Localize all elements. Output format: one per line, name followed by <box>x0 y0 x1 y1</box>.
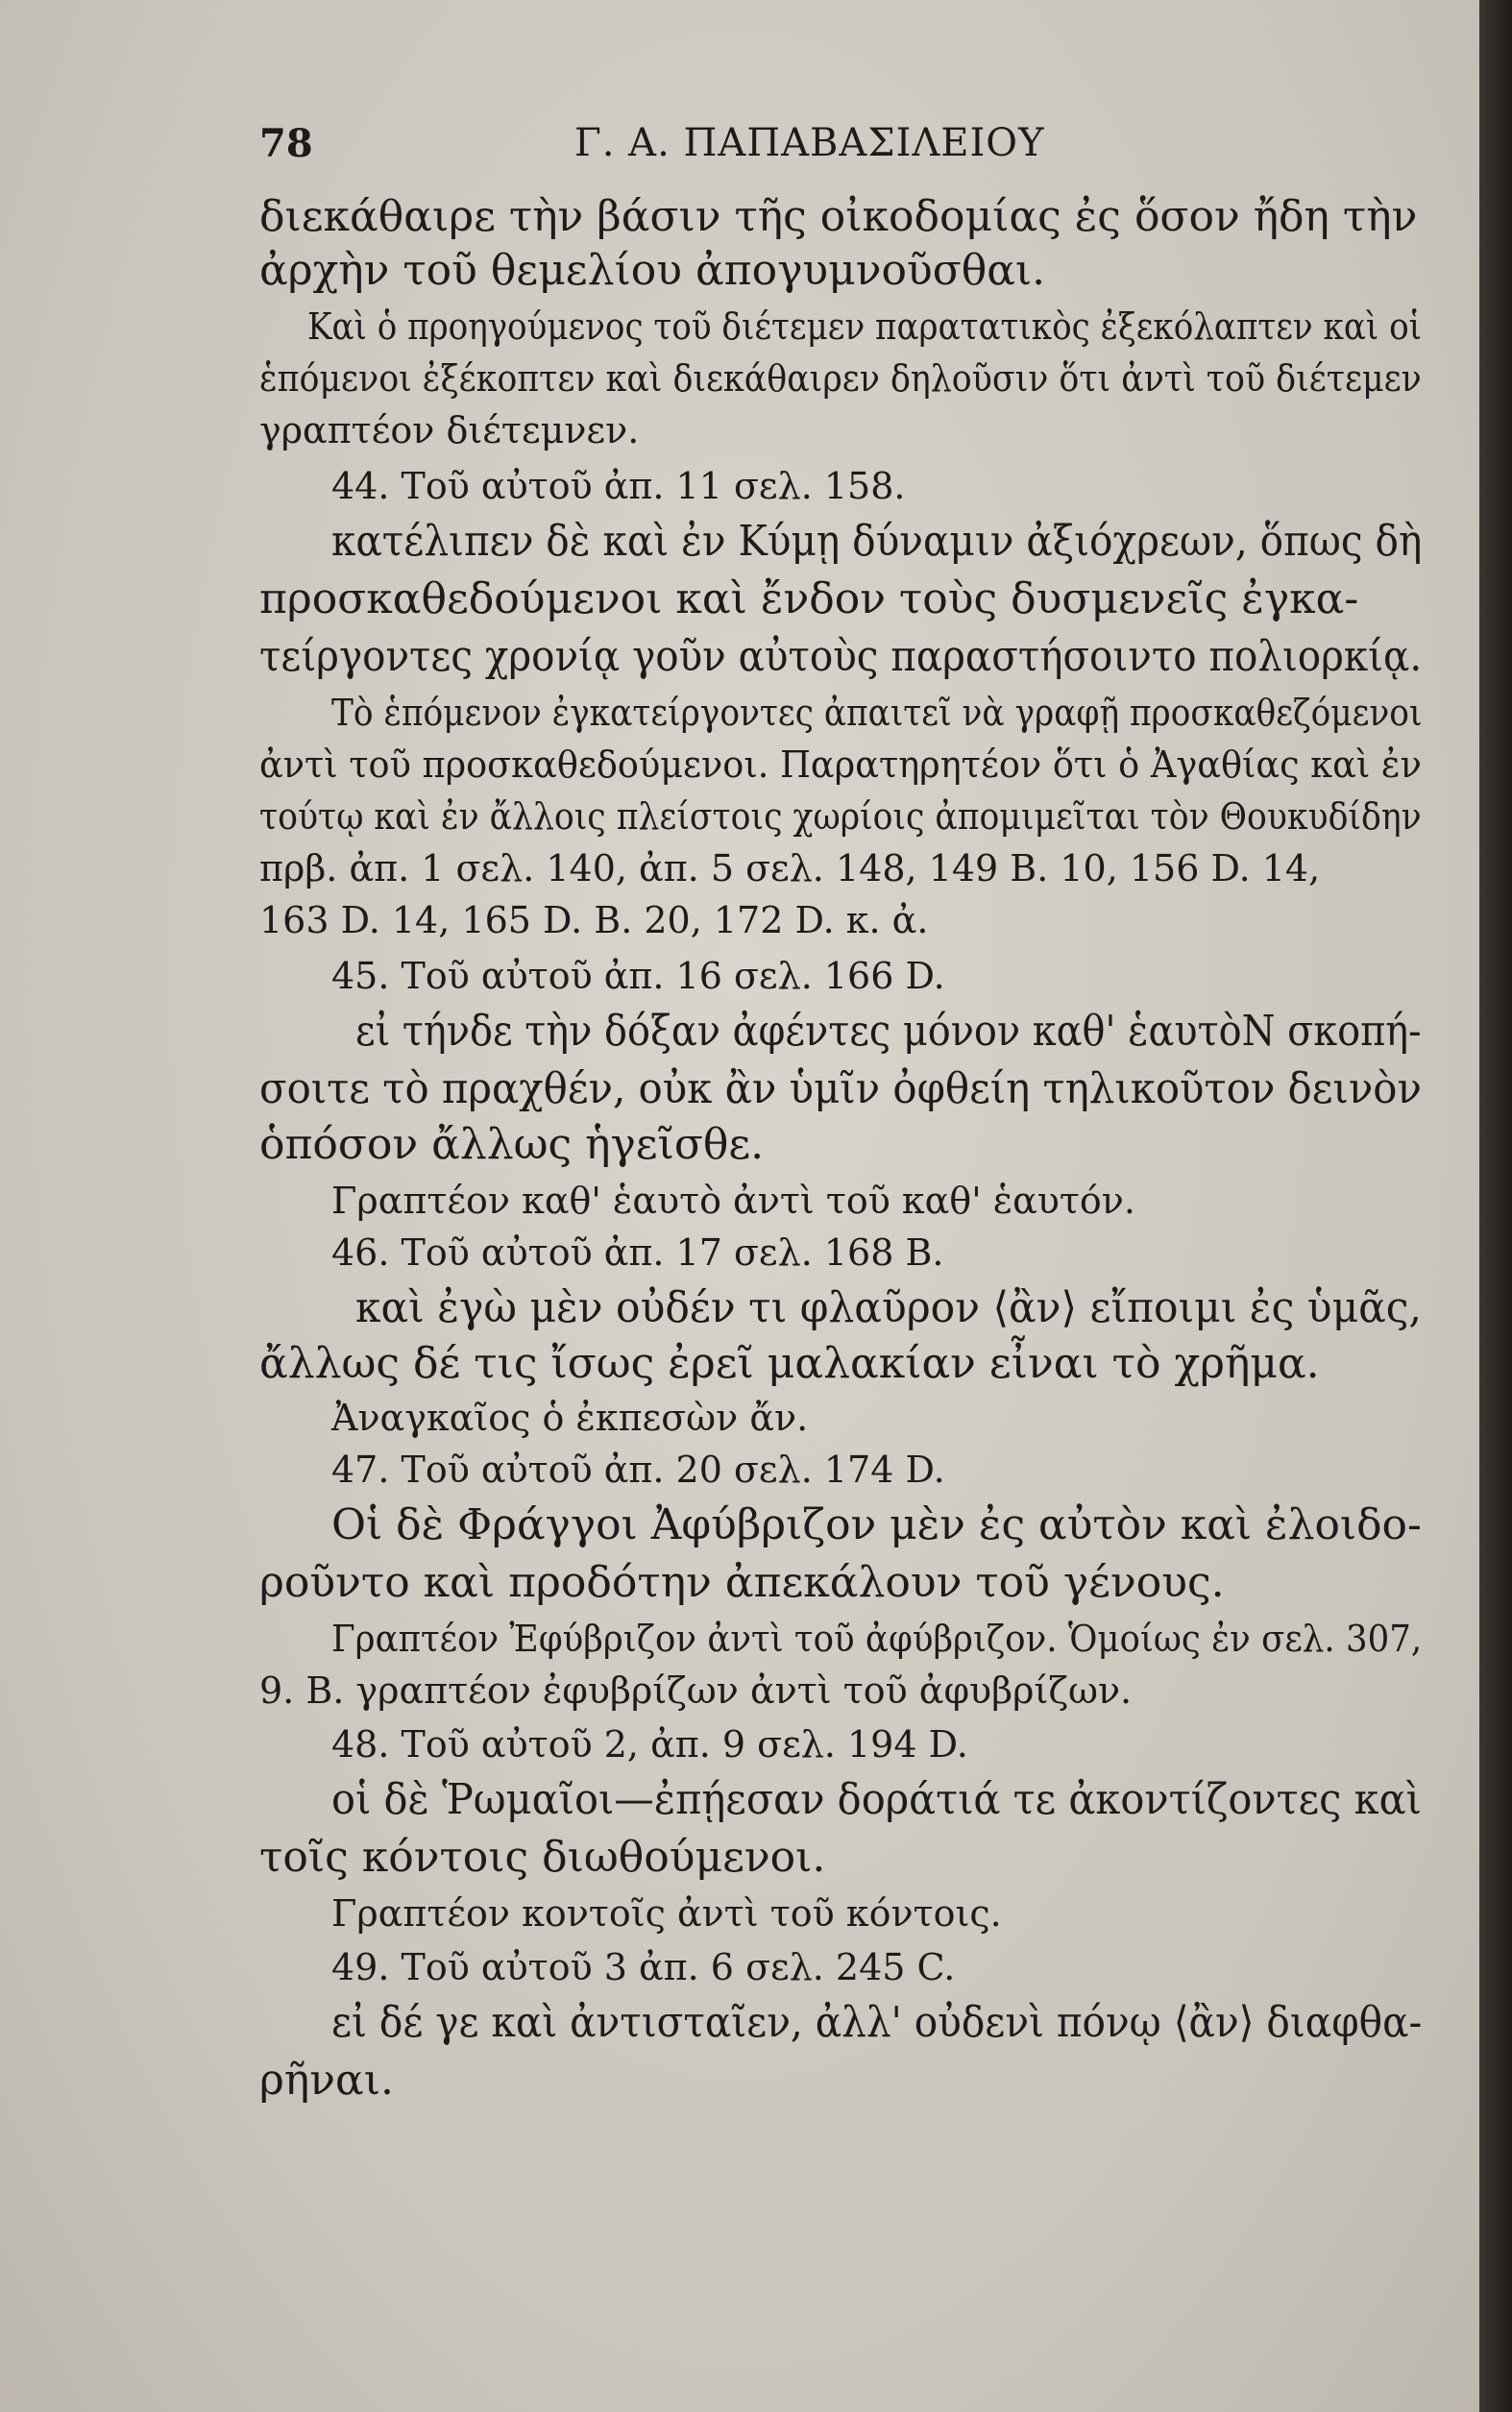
text-line: τούτῳ καὶ ἐν ἄλλοις πλείστοις χωρίοις ἀπομιμεῖται τὸν Θουκυδίδην <box>259 795 1422 838</box>
text-line: Γραπτέον κοντοῖς ἀντὶ τοῦ κόντοις. <box>331 1892 1002 1935</box>
text-line: 9. B. γραπτέον ἐφυβρίζων ἀντὶ τοῦ ἀφυβρίζων. <box>259 1669 1133 1712</box>
text-line: 163 D. 14, 165 D. B. 20, 172 D. κ. ἀ. <box>259 899 929 941</box>
text-line: 46. Τοῦ αὐτοῦ ἀπ. 17 σελ. 168 B. <box>331 1231 944 1274</box>
text-line: ἑπόμενοι ἐξέκοπτεν καὶ διεκάθαιρεν δηλοῦσιν ὅτι ἀντὶ τοῦ διέτεμεν <box>259 357 1422 400</box>
text-line: Γραπτέον Ἐφύβριζον ἀντὶ τοῦ ἀφύβριζον. Ὁμοίως ἐν σελ. 307, <box>331 1618 1423 1660</box>
text-line: ἀρχὴν τοῦ θεμελίου ἀπογυμνοῦσθαι. <box>259 246 1046 295</box>
running-title: Γ. Α. ΠΑΠΑΒΑΣΙΛΕΙΟΥ <box>574 121 1045 165</box>
text-line: Καὶ ὁ προηγούμενος τοῦ διέτεμεν παρατατικὸς ἐξεκόλαπτεν καὶ οἱ <box>307 305 1423 348</box>
book-edge-shadow <box>1479 0 1512 2412</box>
text-line: 48. Τοῦ αὐτοῦ 2, ἀπ. 9 σελ. 194 D. <box>331 1723 968 1766</box>
text-line: κατέλιπεν δὲ καὶ ἐν Κύμῃ δύναμιν ἀξιόχρεων, ὅπως δὴ <box>331 517 1423 566</box>
page-header <box>259 121 1412 179</box>
text-line: Ἀναγκαῖος ὁ ἐκπεσὼν ἄν. <box>331 1397 809 1439</box>
text-line: ρῆναι. <box>259 2056 394 2105</box>
text-line: Γραπτέον καθ' ἑαυτὸ ἀντὶ τοῦ καθ' ἑαυτόν. <box>331 1180 1135 1222</box>
text-line: Οἱ δὲ Φράγγοι Ἀφύβριζον μὲν ἐς αὐτὸν καὶ ἐλοιδο- <box>331 1500 1422 1549</box>
text-line: σοιτε τὸ πραχθέν, οὐκ ἂν ὑμῖν ὀφθείη τηλικοῦτον δεινὸν <box>259 1064 1422 1113</box>
text-line: ἀντὶ τοῦ προσκαθεδούμενοι. Παρατηρητέον ὅτι ὁ Ἀγαθίας καὶ ἐν <box>259 743 1422 786</box>
text-line: γραπτέον διέτεμνεν. <box>259 409 640 451</box>
text-line: διεκάθαιρε τὴν βάσιν τῆς οἰκοδομίας ἐς ὅσον ἤδη τὴν <box>259 192 1418 241</box>
text-line: 49. Τοῦ αὐτοῦ 3 ἀπ. 6 σελ. 245 C. <box>331 1946 956 1988</box>
text-line: εἰ τήνδε τὴν δόξαν ἀφέντες μόνον καθ' ἑαυτὸΝ σκοπή- <box>355 1007 1422 1056</box>
text-line: 45. Τοῦ αὐτοῦ ἀπ. 16 σελ. 166 D. <box>331 955 945 997</box>
text-line: οἱ δὲ Ῥωμαῖοι—ἐπῄεσαν δοράτιά τε ἀκοντίζοντες καὶ <box>331 1775 1422 1824</box>
page-number: 78 <box>259 121 313 166</box>
text-line: ἄλλως δέ τις ἴσως ἐρεῖ μαλακίαν εἶναι τὸ χρῆμα. <box>259 1339 1320 1388</box>
text-line: τείργοντες χρονίᾳ γοῦν αὐτοὺς παραστήσοιντο πολιορκίᾳ. <box>259 632 1423 681</box>
text-line: ροῦντο καὶ προδότην ἀπεκάλουν τοῦ γένους. <box>259 1558 1225 1607</box>
text-line: τοῖς κόντοις διωθούμενοι. <box>259 1833 826 1882</box>
text-line: πρβ. ἀπ. 1 σελ. 140, ἀπ. 5 σελ. 148, 149 B. 10, 156 D. 14, <box>259 847 1321 889</box>
text-line: 44. Τοῦ αὐτοῦ ἀπ. 11 σελ. 158. <box>331 465 906 507</box>
text-line: Τὸ ἑπόμενον ἐγκατείργοντες ἀπαιτεῖ νὰ γραφῇ προσκαθεζόμενοι <box>331 692 1423 734</box>
text-line: προσκαθεδούμενοι καὶ ἔνδον τοὺς δυσμενεῖς ἐγκα- <box>259 574 1359 623</box>
text-line: καὶ ἐγὼ μὲν οὐδέν τι φλαῦρον ⟨ἂν⟩ εἴποιμι ἐς ὑμᾶς, <box>355 1283 1423 1332</box>
text-line: 47. Τοῦ αὐτοῦ ἀπ. 20 σελ. 174 D. <box>331 1449 945 1491</box>
text-line: ὁπόσον ἄλλως ἡγεῖσθε. <box>259 1120 765 1169</box>
text-line: εἰ δέ γε καὶ ἀντισταῖεν, ἀλλ' οὐδενὶ πόνῳ ⟨ἂν⟩ διαφθα- <box>331 1998 1423 2047</box>
